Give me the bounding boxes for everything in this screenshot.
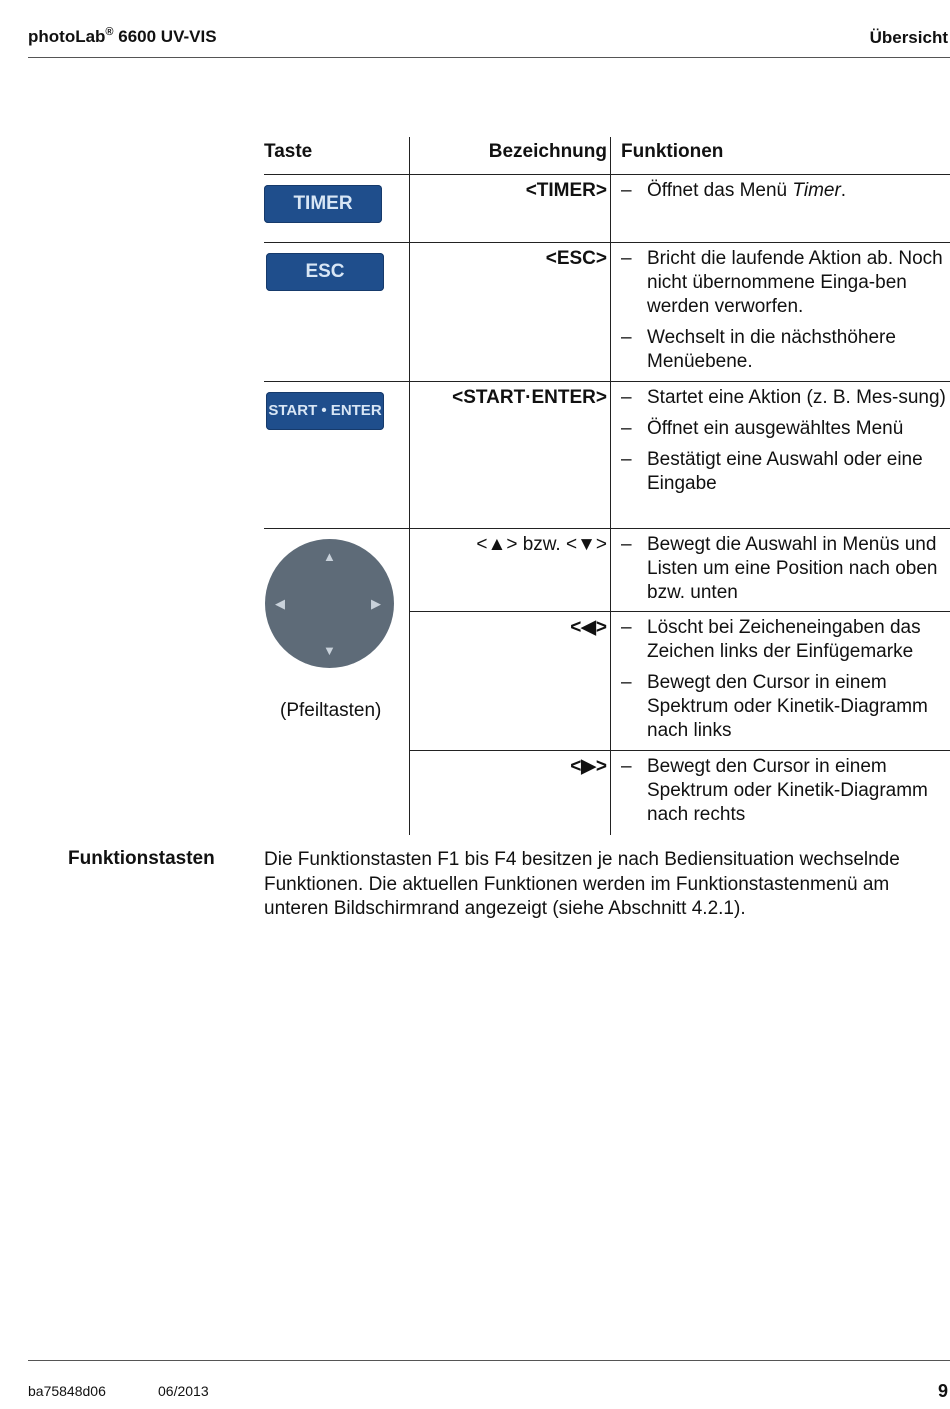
start-enter-key-image: START • ENTER bbox=[266, 392, 384, 430]
function-text: Wechselt in die nächsthöhere Menüebene. bbox=[647, 327, 896, 372]
product-name: photoLab bbox=[28, 27, 106, 46]
list-item: – Öffnet ein ausgewähltes Menü bbox=[621, 417, 950, 441]
function-keys-text: Die Funktionstasten F1 bis F4 besitzen je nach Bediensituation wechselnde Funktionen. Die aktuellen Funktionen werden im Funktionstastenmenü am unteren Bildschirmrand angezeigt (siehe Abschnitt 4.2.1). bbox=[264, 849, 900, 919]
table-header-row bbox=[264, 137, 950, 175]
functions-left bbox=[611, 612, 950, 751]
function-text: Bricht die laufende Aktion ab. Noch nicht übernommene Einga-ben werden verworfen. bbox=[647, 248, 943, 317]
functions-timer bbox=[611, 175, 950, 243]
list-item: – Bewegt die Auswahl in Menüs und Listen um eine Position nach oben bzw. unten bbox=[621, 533, 950, 605]
key-name-right: <▶> bbox=[410, 751, 611, 835]
footer-date: 06/2013 bbox=[158, 1383, 209, 1399]
function-text: Öffnet das Menü Timer. bbox=[647, 180, 847, 201]
arrow-down-icon: ▼ bbox=[323, 643, 336, 658]
function-text: Startet eine Aktion (z. B. Mes-sung) bbox=[647, 387, 946, 408]
col-header-funktionen: Funktionen bbox=[611, 137, 950, 175]
function-text: Bewegt die Auswahl in Menüs und Listen um eine Position nach oben bzw. unten bbox=[647, 534, 938, 603]
key-cell-start-enter bbox=[264, 382, 410, 529]
functions-start-enter bbox=[611, 382, 950, 529]
functions-up-down bbox=[611, 529, 950, 612]
header-section: Übersicht bbox=[869, 28, 948, 47]
arrow-left-icon: ◀ bbox=[275, 596, 285, 611]
functions-esc bbox=[611, 243, 950, 382]
header-divider bbox=[28, 57, 950, 58]
col-header-bezeichnung: Bezeichnung bbox=[410, 137, 611, 175]
list-item: – Bewegt den Cursor in einem Spektrum oder Kinetik-Diagramm nach rechts bbox=[621, 755, 950, 827]
key-table bbox=[264, 137, 950, 835]
product-model: 6600 UV-VIS bbox=[113, 27, 217, 46]
key-cell-timer bbox=[264, 175, 410, 243]
list-item bbox=[621, 179, 950, 203]
arrow-keys-label: (Pfeiltasten) bbox=[280, 700, 382, 721]
key-name-up-down: <▲> bzw. <▼> bbox=[410, 529, 611, 612]
function-keys-label: Funktionstasten bbox=[68, 848, 215, 869]
list-item: – Bricht die laufende Aktion ab. Noch nicht übernommene Einga-ben werden verworfen. bbox=[621, 247, 950, 319]
list-item: – Startet eine Aktion (z. B. Mes-sung) bbox=[621, 386, 950, 410]
footer-divider bbox=[28, 1360, 950, 1361]
registered-mark: ® bbox=[105, 26, 114, 38]
list-item: – Bewegt den Cursor in einem Spektrum oder Kinetik-Diagramm nach links bbox=[621, 671, 950, 743]
function-text: Öffnet ein ausgewähltes Menü bbox=[647, 418, 904, 439]
list-item: – Löscht bei Zeicheneingaben das Zeichen links der Einfügemarke bbox=[621, 616, 950, 664]
functions-right bbox=[611, 751, 950, 835]
table-row bbox=[264, 529, 950, 612]
footer-doc-id: ba75848d06 bbox=[28, 1383, 106, 1399]
function-text: Löscht bei Zeicheneingaben das Zeichen links der Einfügemarke bbox=[647, 617, 921, 662]
list-item: – Bestätigt eine Auswahl oder eine Eingabe bbox=[621, 448, 950, 496]
table-row bbox=[264, 175, 950, 243]
dash: – bbox=[621, 180, 632, 201]
col-header-taste: Taste bbox=[264, 141, 313, 162]
key-cell-arrows bbox=[264, 529, 410, 835]
function-text: Bewegt den Cursor in einem Spektrum oder Kinetik-Diagramm nach links bbox=[647, 672, 928, 741]
arrow-up-icon: ▲ bbox=[323, 549, 336, 564]
key-cell-esc bbox=[264, 243, 410, 382]
table-row bbox=[264, 382, 950, 529]
list-item: – Wechselt in die nächsthöhere Menüebene. bbox=[621, 326, 950, 374]
function-text: Bewegt den Cursor in einem Spektrum oder Kinetik-Diagramm nach rechts bbox=[647, 756, 928, 825]
function-text: Bestätigt eine Auswahl oder eine Eingabe bbox=[647, 449, 923, 494]
key-name-timer: <TIMER> bbox=[410, 175, 611, 243]
key-name-esc: <ESC> bbox=[410, 243, 611, 382]
table-row bbox=[264, 243, 950, 382]
header-product bbox=[28, 26, 217, 47]
esc-key-image: ESC bbox=[266, 253, 384, 291]
timer-key-image: TIMER bbox=[264, 185, 382, 223]
key-name-start-enter: <START·ENTER> bbox=[410, 382, 611, 529]
arrow-keypad-image bbox=[265, 539, 394, 668]
key-name-left: <◀> bbox=[410, 612, 611, 751]
page-number: 9 bbox=[937, 1381, 948, 1401]
arrow-right-icon: ▶ bbox=[371, 596, 381, 611]
